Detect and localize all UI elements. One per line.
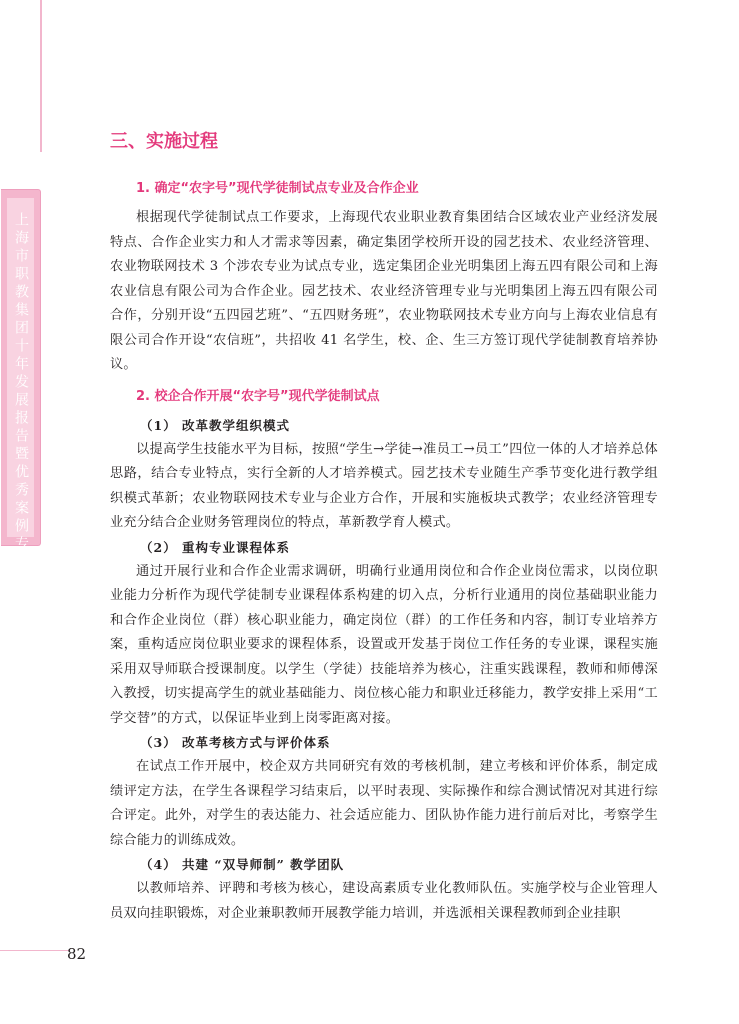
item-heading-1: （1） 改革教学组织模式 — [140, 417, 291, 433]
item-paragraph-4: 以教师培养、评聘和考核为核心，建设高素质专业化教师队伍。实施学校与企业管理人员双向挂职锻炼，对企业兼职教师开展教学能力培训，并选派相关课程教师到企业挂职 — [110, 881, 658, 921]
item-paragraph-2: 通过开展行业和合作企业需求调研，明确行业通用岗位和合作企业岗位需求，以岗位职业能力分析作为现代学徒制专业课程体系构建的切入点，分析行业通用的岗位基础职业能力和合作企业岗位（群）核心职业能力，确定岗位（群）的工作任务和内容，制订专业培养方案，重构适应岗位职业要求的课程体系，设置或开发基于岗位工作任务的专业课，课程实施采用双导师联合授课制度。以学生（学徒）技能培养为核心，注重实践课程，教师和师傅深入教授，切实提高学生的就业基础能力、岗位核心能力和职业迁移能力，教学安排上采用“工学交替”的方式，以保证毕业到上岗零距离对接。 — [110, 563, 658, 726]
subsection-heading-1: 1. 确定“农字号”现代学徒制试点专业及合作企业 — [136, 181, 419, 196]
item-heading-2: （2） 重构专业课程体系 — [140, 539, 291, 555]
item-paragraph-3: 在试点工作开展中，校企双方共同研究有效的考核机制，建立考核和评价体系，制定成绩评定方法，在学生各课程学习结束后，以平时表现、实际操作和综合测试情况对其进行综合评定。此外，对学生的表达能力、社会适应能力、团队协作能力进行前后对比，考察学生综合能力的训练成效。 — [110, 759, 658, 848]
footer-rule — [0, 950, 70, 951]
sidebar-tab — [1, 189, 41, 572]
item-heading-4: （4） 共建 “双导师制” 教学团队 — [140, 857, 345, 872]
item-heading-3: （3） 改革考核方式与评价体系 — [140, 735, 331, 750]
page-content — [110, 126, 658, 926]
section-title: 三、实施过程 — [110, 131, 218, 152]
item-paragraph-1: 以提高学生技能水平为目标，按照“学生→学徒→准员工→员工”四位一体的人才培养总体思路，结合专业特点，实行全新的人才培养模式。园艺技术专业随生产季节变化进行教学组织模式革新；农业物联网技术专业与企业方合作，开展和实施板块式教学；农业经济管理专业充分结合企业财务管理岗位的特点，革新教学育人模式。 — [110, 441, 658, 530]
subsection-paragraph-1: 根据现代学徒制试点工作要求，上海现代农业职业教育集团结合区域农业产业经济发展特点、合作企业实力和人才需求等因素，确定集团学校所开设的园艺技术、农业经济管理、农业物联网技术 3 个涉农专业为试点专业，选定集团企业光明集团上海五四有限公司和上海农业信息有限公司为合作企业。园艺技术、农业经济管理专业与光明集团上海五四有限公司合作，分别开设“五四园艺班”、“五四财务班”，农业物联网技术专业方向与上海农业信息有限公司合作开设“农信班”，共招收 41 名学生，校、企、生三方签订现代学徒制教育培养协议。 — [110, 210, 658, 372]
subsection-heading-2: 2. 校企合作开展“农字号”现代学徒制试点 — [136, 388, 380, 404]
sidebar-label: 上海市职教集团十年发展报告暨优秀案例专辑 — [13, 212, 29, 572]
page-number: 82 — [67, 945, 87, 963]
left-margin-rule — [40, 0, 42, 152]
